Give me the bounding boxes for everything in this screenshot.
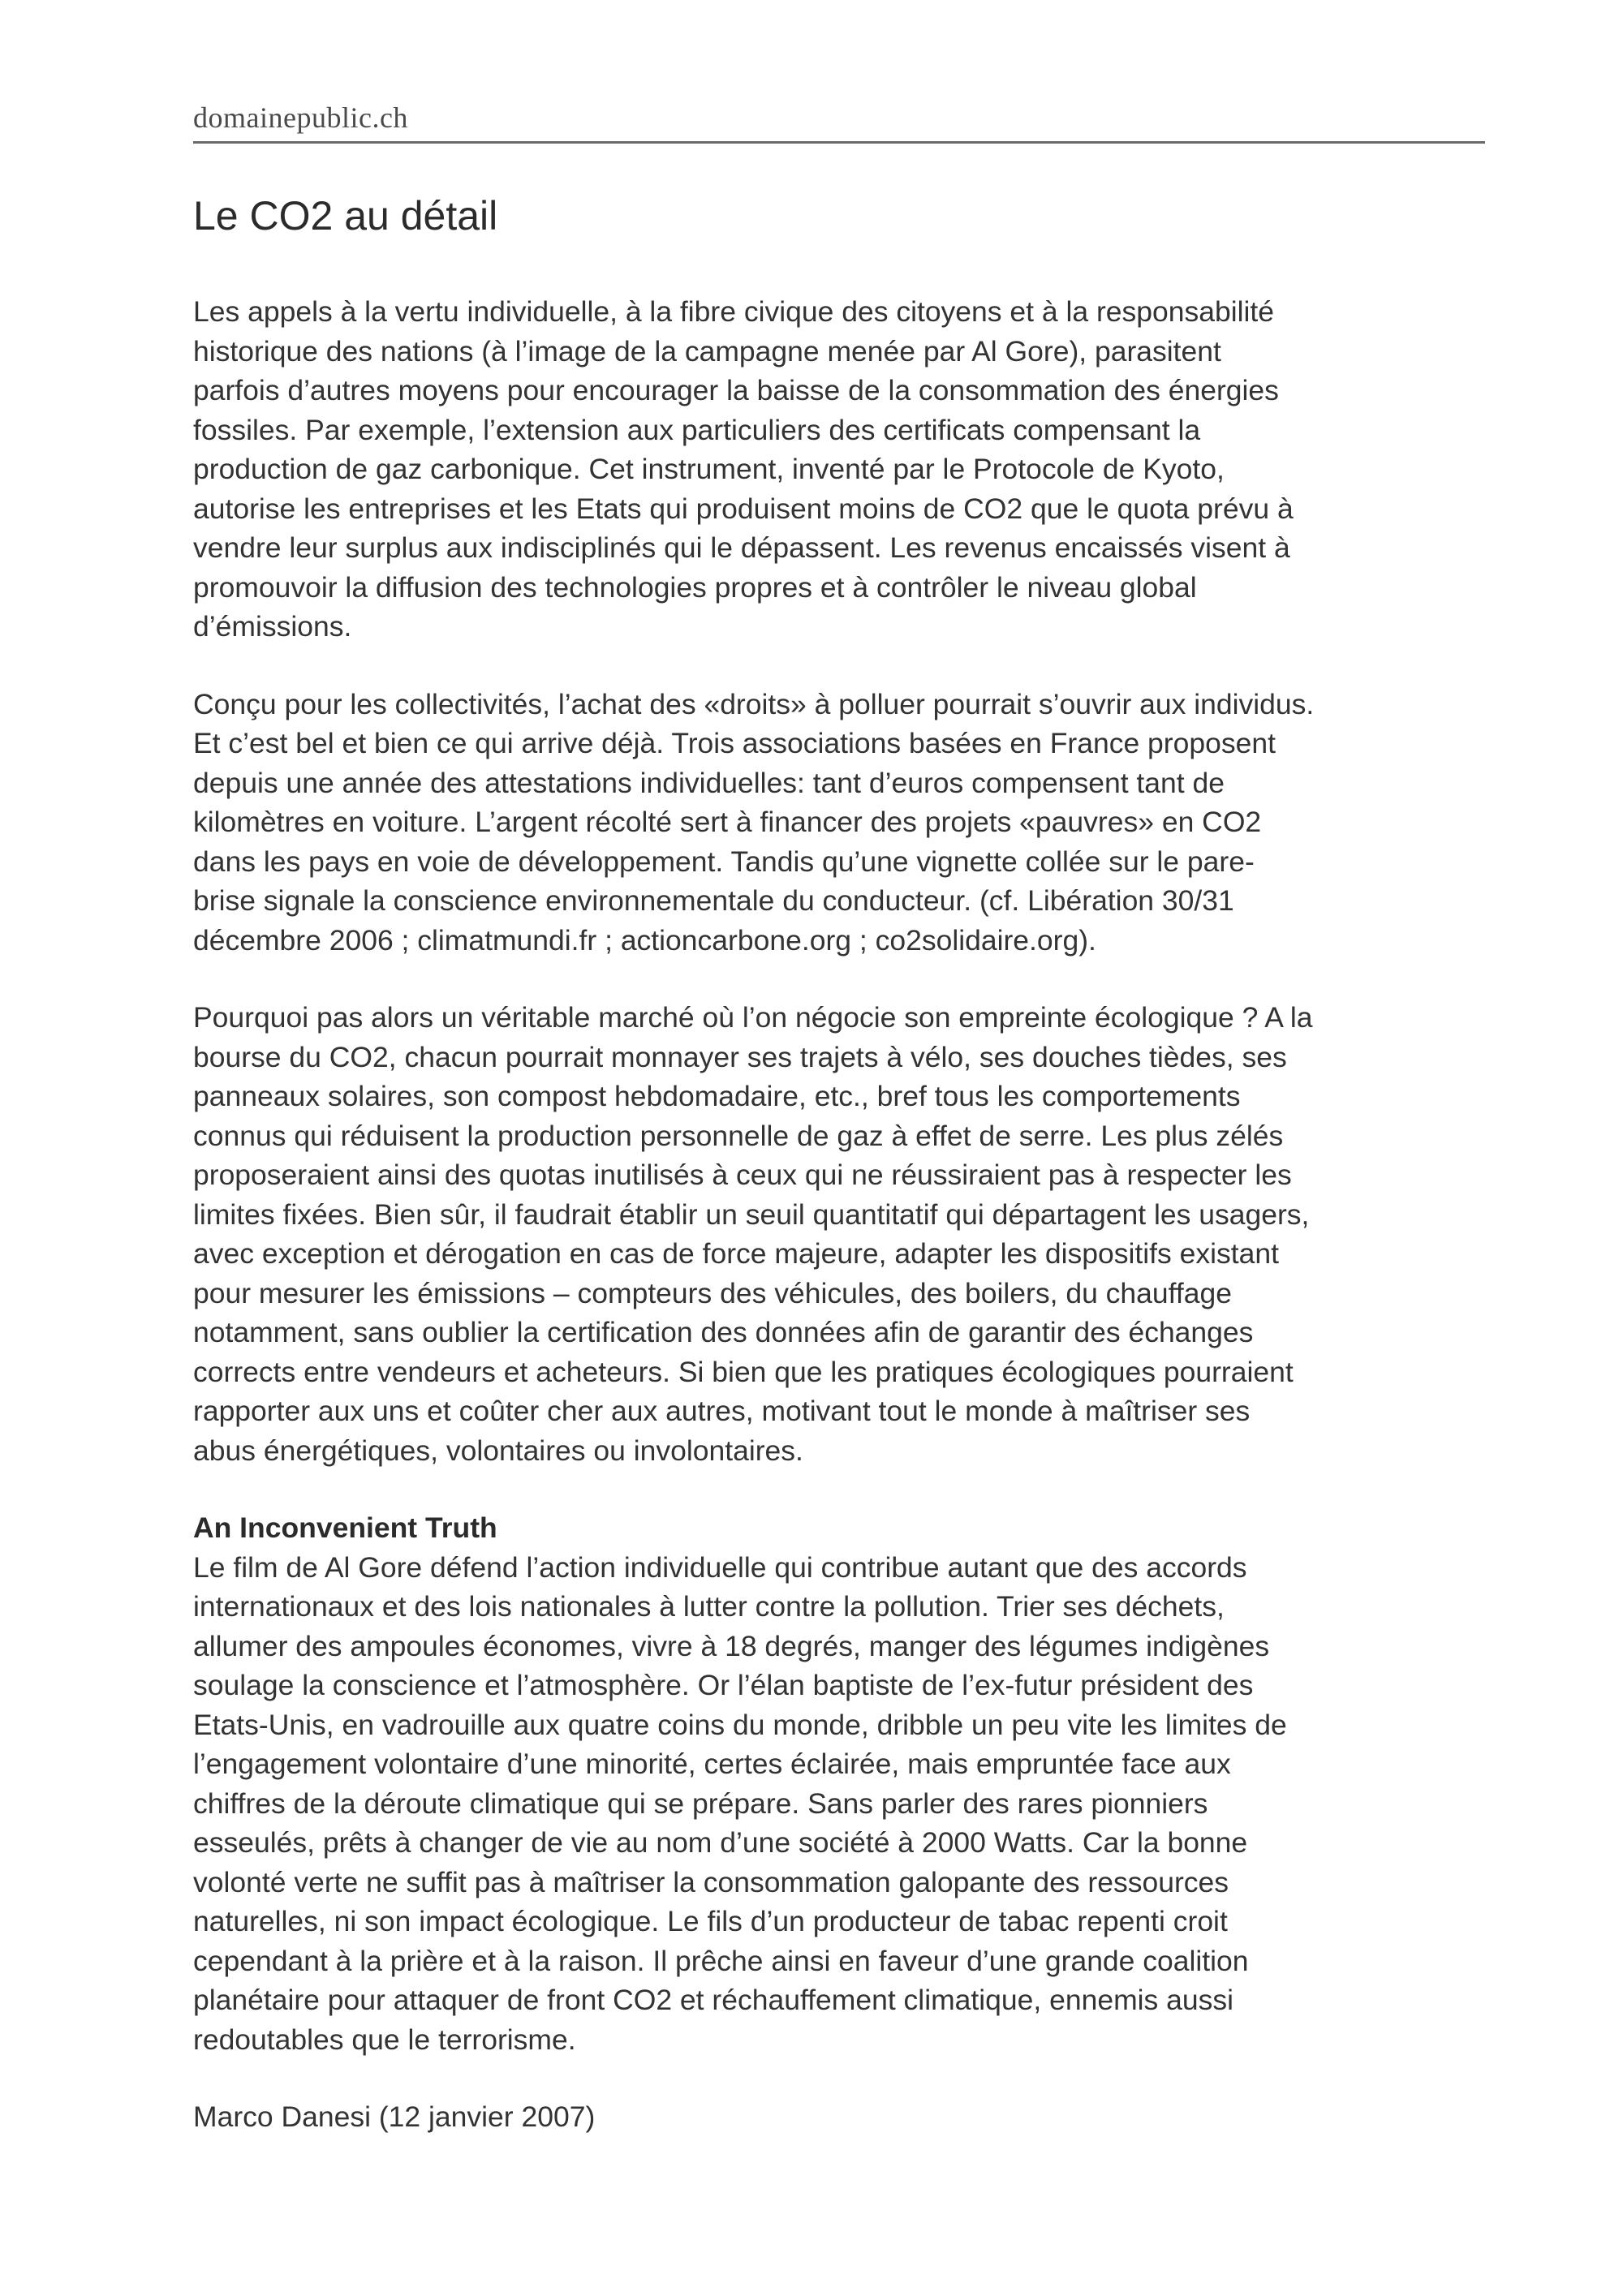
text-line: Et c’est bel et bien ce qui arrive déjà. Trois associations basées en France proposent xyxy=(193,727,1276,759)
text-line: abus énergétiques, volontaires ou involontaires. xyxy=(193,1434,803,1467)
text-line: autorise les entreprises et les Etats qui produisent moins de CO2 que le quota prévu à xyxy=(193,492,1294,525)
text-line: vendre leur surplus aux indisciplinés qui le dépassent. Les revenus encaissés visent à xyxy=(193,531,1290,564)
text-line: d’émissions. xyxy=(193,610,352,643)
text-line: redoutables que le terrorisme. xyxy=(193,2023,576,2056)
text-line: proposeraient ainsi des quotas inutilisés à ceux qui ne réussiraient pas à respecter les xyxy=(193,1159,1292,1191)
text-line: promouvoir la diffusion des technologies propres et à contrôler le niveau global xyxy=(193,570,1197,604)
text-line: dans les pays en voie de développement. Tandis qu’une vignette collée sur le pare- xyxy=(193,845,1255,878)
text-line: planétaire pour attaquer de front CO2 et réchauffement climatique, ennemis aussi xyxy=(193,1984,1234,2016)
text-line: naturelles, ni son impact écologique. Le fils d’un producteur de tabac repenti croit xyxy=(193,1905,1228,1937)
text-line: parfois d’autres moyens pour encourager la baisse de la consommation des énergies xyxy=(193,374,1279,406)
text-line: bourse du CO2, chacun pourrait monnayer ses trajets à vélo, ses douches tièdes, ses xyxy=(193,1040,1287,1073)
paragraph-1 xyxy=(193,292,1492,647)
text-line: limites fixées. Bien sûr, il faudrait établir un seuil quantitatif qui départagent les usagers, xyxy=(193,1197,1310,1231)
text-line: historique des nations (à l’image de la campagne menée par Al Gore), parasitent xyxy=(193,334,1221,368)
section-subheading: An Inconvenient Truth xyxy=(193,1511,497,1544)
paragraph-4 xyxy=(193,1508,1492,2059)
text-line: fossiles. Par exemple, l’extension aux particuliers des certificats compensant la xyxy=(193,413,1201,446)
text-line: avec exception et dérogation en cas de force majeure, adapter les dispositifs existant xyxy=(193,1237,1279,1270)
site-name: domainepublic.ch xyxy=(193,101,408,134)
text-line: l’engagement volontaire d’une minorité, certes éclairée, mais empruntée face aux xyxy=(193,1748,1231,1780)
article xyxy=(193,188,1492,2137)
site-header xyxy=(193,96,1485,144)
text-line: notamment, sans oublier la certification des données afin de garantir des échanges xyxy=(193,1316,1254,1348)
text-line: allumer des ampoules économes, vivre à 18 degrés, manger des légumes indigènes xyxy=(193,1629,1270,1662)
text-line: connus qui réduisent la production personnelle de gaz à effet de serre. Les plus zélés xyxy=(193,1119,1284,1152)
text-line: chiffres de la déroute climatique qui se prépare. Sans parler des rares pionniers xyxy=(193,1786,1208,1820)
text-line: cependant à la prière et à la raison. Il prêche ainsi en faveur d’une grande coalition xyxy=(193,1944,1249,1977)
paragraph-2 xyxy=(193,685,1492,961)
text-line: pour mesurer les émissions – compteurs des véhicules, des boilers, du chauffage xyxy=(193,1276,1232,1309)
text-line: esseulés, prêts à changer de vie au nom d’une société à 2000 Watts. Car la bonne xyxy=(193,1826,1248,1859)
text-line: corrects entre vendeurs et acheteurs. Si bien que les pratiques écologiques pourraient xyxy=(193,1355,1294,1388)
article-title: Le CO2 au détail xyxy=(193,193,498,239)
author-signature: Marco Danesi (12 janvier 2007) xyxy=(193,2100,596,2133)
text-line: décembre 2006 ; climatmundi.fr ; actioncarbone.org ; co2solidaire.org). xyxy=(193,923,1096,957)
text-line: production de gaz carbonique. Cet instrument, inventé par le Protocole de Kyoto, xyxy=(193,453,1225,485)
text-line: Conçu pour les collectivités, l’achat des «droits» à polluer pourrait s’ouvrir aux individus. xyxy=(193,687,1315,720)
text-line: internationaux et des lois nationales à lutter contre la pollution. Trier ses déchets, xyxy=(193,1590,1225,1623)
text-line: kilomètres en voiture. L’argent récolté sert à financer des projets «pauvres» en CO2 xyxy=(193,806,1262,838)
text-line: depuis une année des attestations individuelles: tant d’euros compensent tant de xyxy=(193,766,1225,799)
text-line: rapporter aux uns et coûter cher aux autres, motivant tout le monde à maîtriser ses xyxy=(193,1395,1251,1427)
text-line: Les appels à la vertu individuelle, à la fibre civique des citoyens et à la responsabilité xyxy=(193,295,1275,328)
text-line: Etats-Unis, en vadrouille aux quatre coins du monde, dribble un peu vite les limites de xyxy=(193,1708,1287,1741)
text-line: brise signale la conscience environnementale du conducteur. (cf. Libération 30/31 xyxy=(193,884,1234,917)
text-line: Pourquoi pas alors un véritable marché où l’on négocie son empreinte écologique ? A la xyxy=(193,1001,1313,1034)
text-line: soulage la conscience et l’atmosphère. Or l’élan baptiste de l’ex-futur président des xyxy=(193,1669,1254,1701)
text-line: panneaux solaires, son compost hebdomadaire, etc., bref tous les comportements xyxy=(193,1080,1241,1112)
paragraph-3 xyxy=(193,998,1492,1470)
text-line: Le film de Al Gore défend l’action individuelle qui contribue autant que des accords xyxy=(193,1550,1247,1584)
text-line: volonté verte ne suffit pas à maîtriser la consommation galopante des ressources xyxy=(193,1865,1229,1898)
